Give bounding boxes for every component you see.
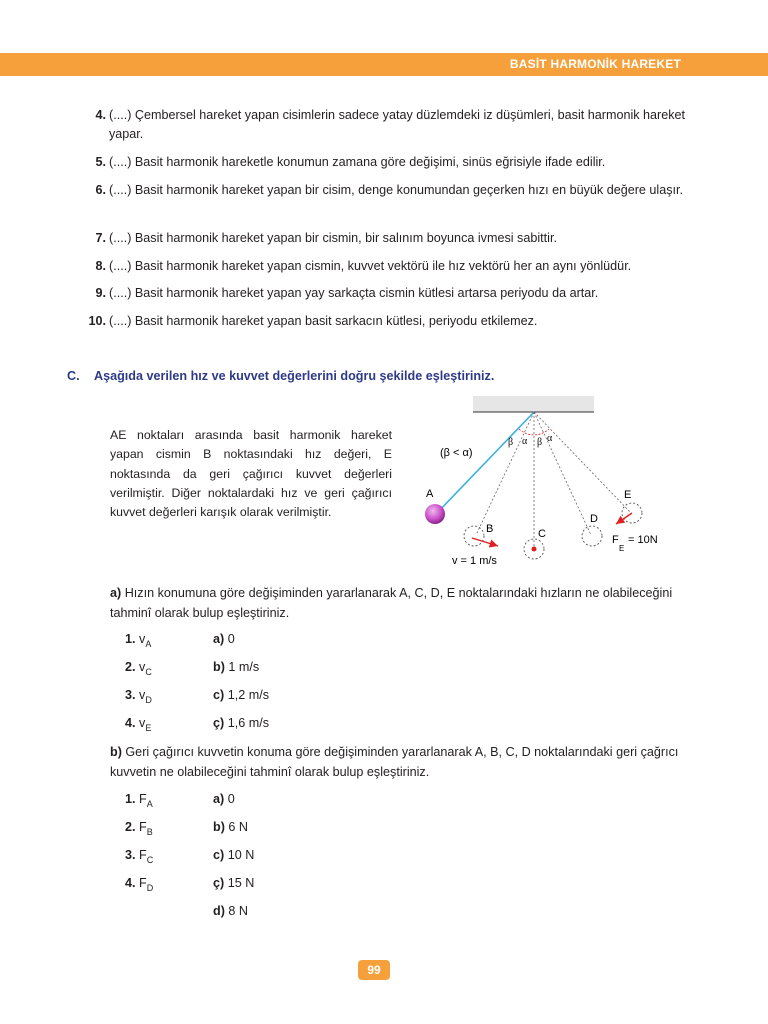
point-label-b: B	[486, 523, 494, 535]
part-a-right-b	[213, 660, 259, 674]
part-a-right-a	[213, 632, 235, 646]
option-label: c)	[213, 688, 225, 702]
angle-beta-right: β	[537, 437, 543, 448]
symbol: v	[139, 688, 146, 702]
item-text: (....) Basit harmonik hareket yapan cismin, kuvvet vektörü ile hız vektörü her an aynı yönlüdür.	[109, 259, 632, 273]
point-label-d: D	[590, 513, 598, 525]
symbol: v	[139, 660, 146, 674]
subscript: A	[146, 799, 153, 809]
dashed-line-d	[534, 412, 591, 535]
item-number: 1.	[125, 792, 136, 806]
item-number: 6.	[95, 183, 106, 197]
symbol: v	[139, 716, 146, 730]
position-b	[464, 526, 484, 546]
force-arrow	[616, 513, 632, 524]
option-value: 0	[227, 792, 235, 806]
section-c-paragraph: AE noktaları arasında basit harmonik hareket yapan cismin B noktasındaki hız değeri, E noktasında da geri çağırıcı kuvvet değerleri verilmiştir. Diğer noktalardaki hız ve geri çağırıcı kuvvet değerleri karışık olarak verilmiştir.	[110, 428, 392, 520]
item-number: 2.	[125, 660, 136, 674]
option-label: a)	[213, 632, 225, 646]
item-number: 1.	[125, 632, 136, 646]
item-number: 4.	[95, 108, 106, 122]
subscript: C	[146, 855, 154, 865]
item-text: (....) Basit harmonik hareket yapan bir cismin, bir salınım boyunca ivmesi sabittir.	[109, 231, 557, 245]
force-label-value: = 10N	[628, 534, 658, 546]
dashed-line-b	[476, 412, 534, 535]
header-bar	[0, 53, 768, 76]
symbol: F	[139, 820, 147, 834]
part-b-left-2	[125, 820, 153, 837]
force-label-sub: E	[619, 544, 625, 553]
subscript: D	[145, 695, 152, 705]
point-label-a: A	[426, 488, 434, 500]
option-value: 10 N	[227, 848, 255, 862]
part-a-left-4	[125, 716, 152, 733]
item-number: 3.	[125, 848, 136, 862]
option-value: 1,6 m/s	[227, 716, 269, 730]
section-c-heading	[67, 369, 494, 383]
item-number: 9.	[95, 286, 106, 300]
subscript: D	[146, 883, 154, 893]
option-label: b)	[213, 660, 225, 674]
item-number: 4.	[125, 876, 136, 890]
option-label: a)	[213, 792, 225, 806]
statement-item-10	[80, 312, 690, 331]
part-b-label: b)	[110, 745, 122, 759]
item-text: (....) Basit harmonik hareket yapan bir cisim, denge konumundan geçerken hızı en büyük değere ulaşır.	[109, 183, 684, 197]
item-number: 3.	[125, 688, 136, 702]
part-a-right-c	[213, 688, 269, 702]
equilibrium-dot	[532, 547, 537, 552]
part-a-text: Hızın konumuna göre değişiminden yararlanarak A, C, D, E noktalarındaki hızların ne olabileceğini tahminî olarak bulup eşleştiriniz.	[110, 586, 673, 620]
part-a-left-3	[125, 688, 152, 705]
item-number: 2.	[125, 820, 136, 834]
statement-item-7	[80, 229, 690, 248]
item-number: 8.	[95, 259, 106, 273]
item-text: (....) Basit harmonik hareket yapan basit sarkacın kütlesi, periyodu etkilemez.	[109, 314, 538, 328]
item-text: (....) Basit harmonik hareketle konumun zamana göre değişimi, sinüs eğrisiyle ifade edilir.	[109, 155, 606, 169]
point-label-c: C	[538, 528, 546, 540]
velocity-arrow	[472, 538, 498, 546]
ceiling	[473, 396, 594, 412]
option-value: 1 m/s	[228, 660, 260, 674]
bob-a	[425, 504, 445, 524]
item-number: 5.	[95, 155, 106, 169]
force-label-symbol: F	[612, 534, 619, 546]
subscript: E	[145, 723, 152, 733]
subscript: C	[145, 667, 152, 677]
part-a-left-2	[125, 660, 152, 677]
subscript: A	[145, 639, 152, 649]
option-label: ç)	[213, 716, 225, 730]
part-a-right-c-cedilla	[213, 716, 269, 730]
header-title: BASİT HARMONİK HAREKET	[509, 57, 681, 71]
condition-label: (β < α)	[440, 447, 473, 459]
option-value: 1,2 m/s	[227, 688, 269, 702]
option-label: b)	[213, 820, 225, 834]
statement-item-9	[80, 284, 690, 303]
item-text: (....) Çembersel hareket yapan cisimlerin sadece yatay düzlemdeki iz düşümleri, basit harmonik hareket yapar.	[109, 108, 686, 141]
angle-beta-left: β	[508, 437, 514, 448]
part-a-label: a)	[110, 586, 122, 600]
part-a-question	[110, 584, 690, 623]
item-number: 4.	[125, 716, 136, 730]
angle-alpha-right: α	[547, 433, 553, 444]
item-text: (....) Basit harmonik hareket yapan yay sarkaçta cismin kütlesi artarsa periyodu da artar.	[109, 286, 599, 300]
option-label: ç)	[213, 876, 225, 890]
part-b-right-c	[213, 848, 254, 862]
part-b-right-d	[213, 904, 248, 918]
symbol: v	[139, 632, 146, 646]
part-b-left-3	[125, 848, 154, 865]
symbol: F	[139, 876, 147, 890]
part-b-right-b	[213, 820, 248, 834]
part-b-right-c-cedilla	[213, 876, 254, 890]
symbol: F	[139, 848, 147, 862]
statement-item-8	[80, 257, 690, 276]
item-number: 10.	[88, 314, 106, 328]
part-b-right-a	[213, 792, 235, 806]
option-value: 8 N	[228, 904, 248, 918]
option-label: d)	[213, 904, 225, 918]
angle-alpha-left: α	[522, 436, 528, 447]
velocity-label: v = 1 m/s	[452, 555, 497, 567]
subscript: B	[146, 827, 153, 837]
part-b-question	[110, 743, 690, 782]
statement-item-5	[80, 153, 690, 172]
item-number: 7.	[95, 231, 106, 245]
pendulum-string	[436, 412, 534, 514]
part-a-left-1	[125, 632, 152, 649]
option-value: 0	[227, 632, 235, 646]
option-value: 6 N	[228, 820, 248, 834]
section-letter: C.	[67, 369, 80, 383]
position-d	[582, 526, 602, 546]
option-label: c)	[213, 848, 225, 862]
dashed-line-e	[534, 412, 630, 512]
part-b-left-1	[125, 792, 153, 809]
symbol: F	[139, 792, 147, 806]
section-title: Aşağıda verilen hız ve kuvvet değerlerini doğru şekilde eşleştiriniz.	[94, 369, 495, 383]
point-label-e: E	[624, 489, 632, 501]
part-b-text: Geri çağırıcı kuvvetin konuma göre değişiminden yararlanarak A, B, C, D noktalarındaki geri çağrıcı kuvvetin ne olabileceğini tahminî olarak bulup eşleştiriniz.	[110, 745, 679, 779]
part-b-left-4	[125, 876, 154, 893]
page-number: 99	[358, 960, 390, 980]
statement-item-6	[80, 181, 690, 200]
pendulum-diagram	[410, 388, 680, 573]
statement-item-4	[80, 106, 690, 144]
option-value: 15 N	[227, 876, 255, 890]
